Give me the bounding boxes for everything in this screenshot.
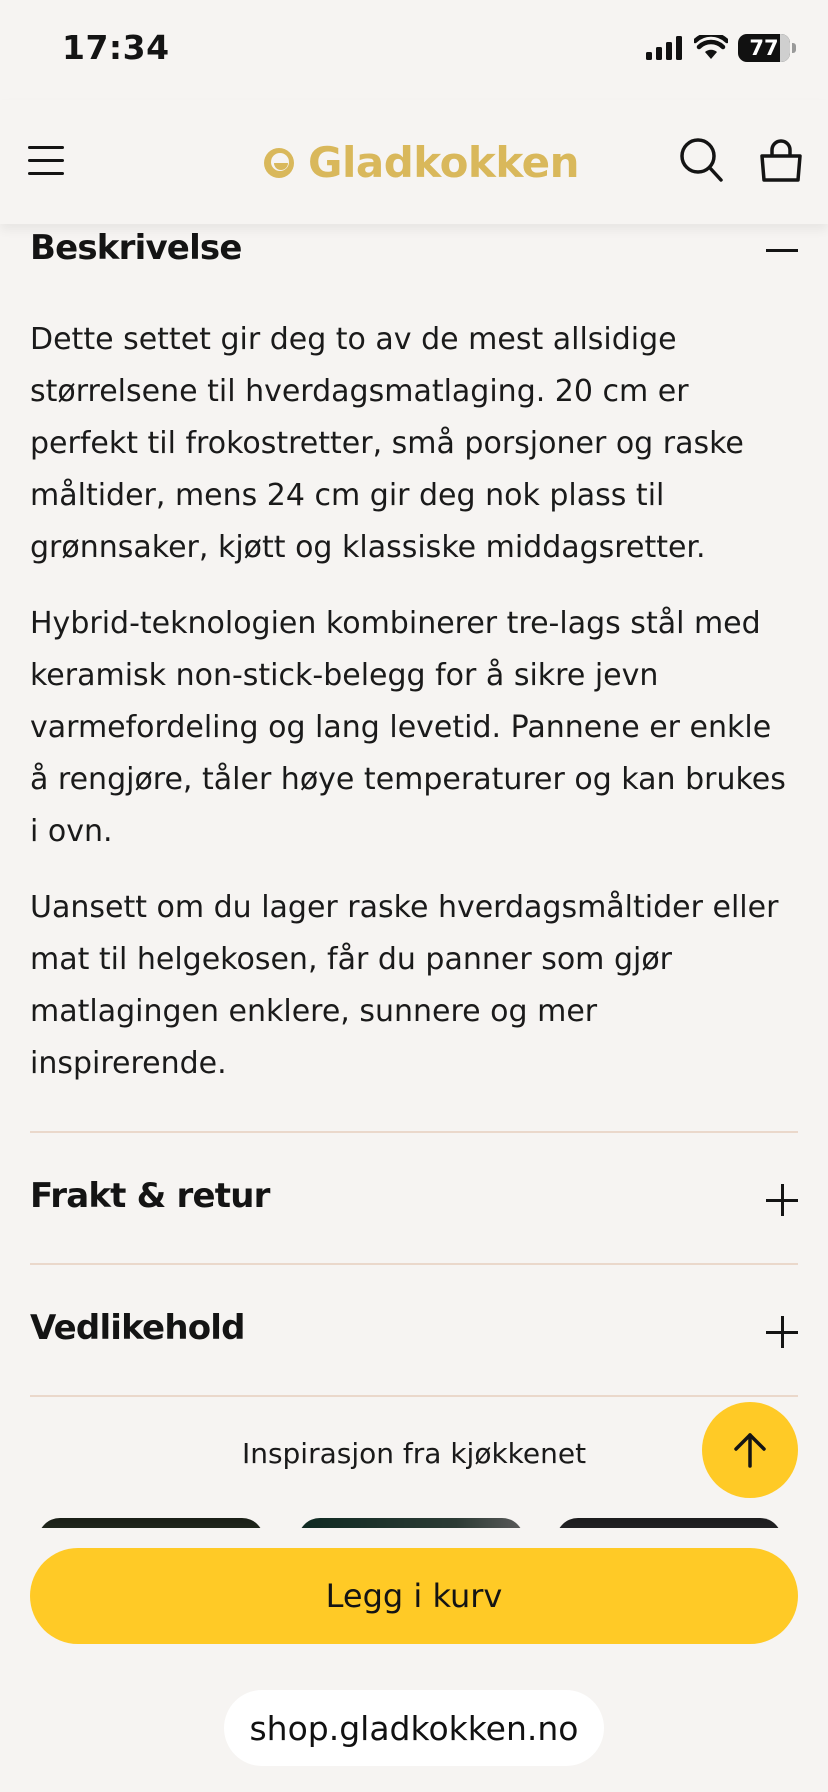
divider [30,1263,798,1265]
inspiration-title: Inspirasjon fra kjøkkenet [241,1437,587,1470]
wifi-icon [694,35,728,61]
status-bar [0,0,828,100]
accordion-maintenance-title[interactable]: Vedlikehold [30,1308,245,1348]
description-paragraph-1: Dette settet gir deg to av de mest allsidige størrelsene til hverdagsmatlaging. 20 cm er perfekt til frokostretter, små porsjoner og raske måltider, mens 24 cm gir deg nok plass til grønnsaker, kjøtt og klassiske middagsretter. [30,322,744,565]
search-icon[interactable] [678,136,724,184]
site-header [0,100,828,224]
divider [30,1395,798,1397]
add-to-cart-button[interactable]: Legg i kurv [30,1548,798,1644]
minus-icon[interactable] [766,234,798,266]
battery-level: 77 [749,36,779,60]
menu-icon[interactable] [28,144,66,178]
cart-icon[interactable] [758,138,804,184]
description-title[interactable]: Beskrivelse [30,228,242,268]
brand-name: Gladkokken [308,138,580,187]
url-bar[interactable]: shop.gladkokken.no [224,1690,604,1766]
battery-icon [738,34,790,62]
scroll-to-top-button[interactable] [702,1402,798,1498]
signal-icon [646,36,684,60]
status-icons [646,34,790,62]
bottom-bar [0,1528,828,1792]
divider [30,1131,798,1133]
logo-icon [262,146,296,180]
arrow-up-icon [733,1432,767,1468]
plus-icon[interactable] [766,1184,798,1216]
accordion-shipping-title[interactable]: Frakt & retur [30,1176,270,1216]
brand-logo[interactable] [262,138,579,187]
description-paragraph-2: Hybrid-teknologien kombinerer tre-lags stål med keramisk non-stick-belegg for å sikre jevn varmefordeling og lang levetid. Pannene er enkle å rengjøre, tåler høye temperaturer og kan brukes i ovn. [30,606,786,849]
status-time: 17:34 [62,28,170,67]
plus-icon[interactable] [766,1316,798,1348]
description-paragraph-3: Uansett om du lager raske hverdagsmåltider eller mat til helgekosen, får du panner som gjør matlagingen enklere, sunnere og mer inspirerende. [30,890,779,1081]
